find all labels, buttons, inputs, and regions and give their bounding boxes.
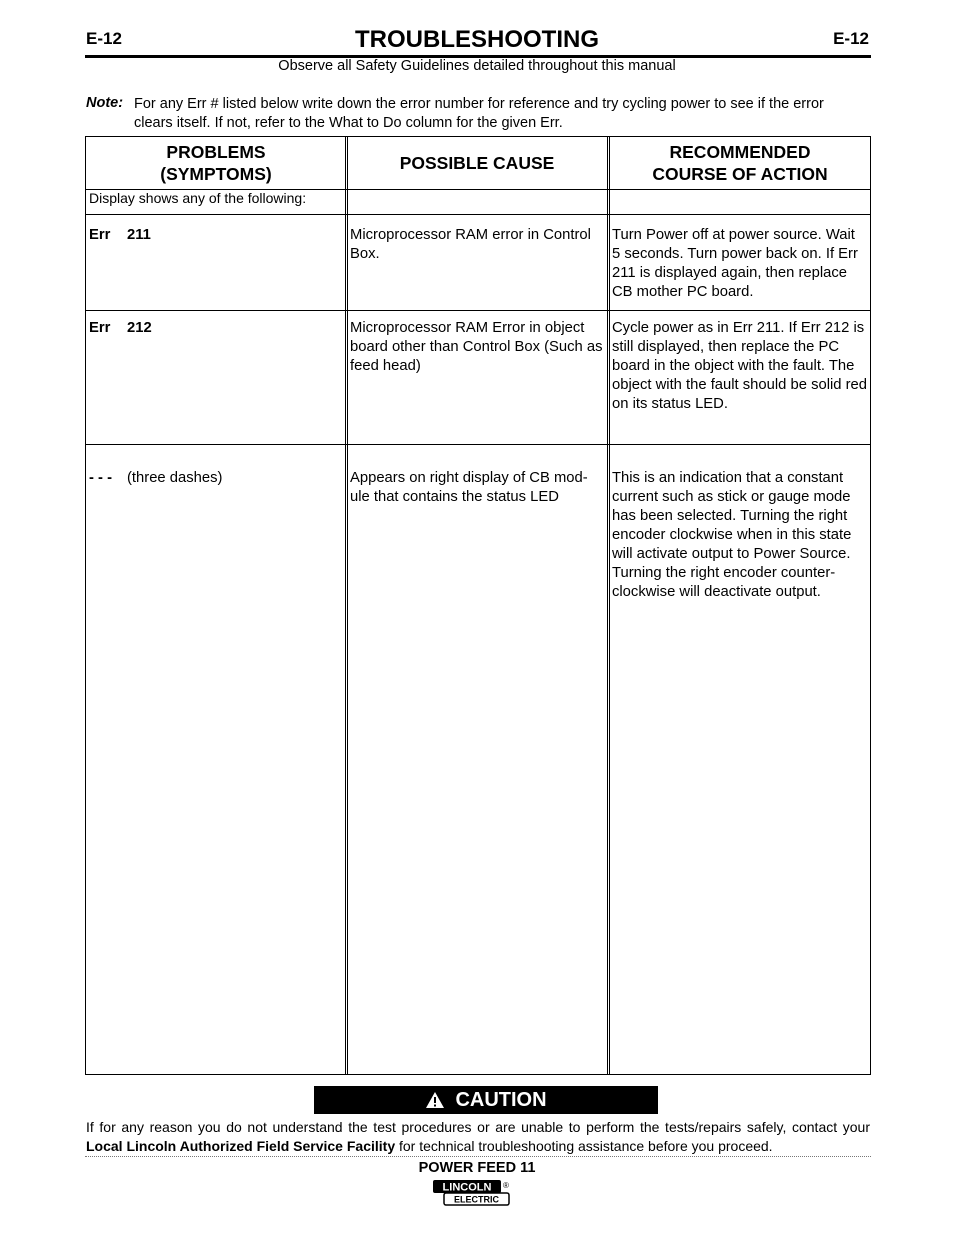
error-number: 211 (127, 227, 151, 243)
header-cause (348, 137, 606, 189)
page-number-right: E-12 (833, 29, 869, 48)
table-intro: Display shows any of the following: (89, 190, 307, 206)
logo-registered-mark: ® (503, 1181, 509, 1190)
header-cause-label: POSSIBLE CAUSE (399, 153, 555, 173)
column-divider (345, 137, 348, 1074)
error-code: Err (89, 227, 111, 243)
error-number: 212 (127, 320, 152, 336)
cause-text: Microprocessor RAM Error in object board other than Control Box (Such as feed head) (350, 320, 603, 374)
row-divider (86, 214, 870, 215)
product-name: POWER FEED 11 (418, 1160, 536, 1176)
footer-divider (85, 1156, 871, 1157)
header-problems (86, 137, 346, 189)
lincoln-electric-logo (432, 1179, 512, 1212)
caution-text-part2: for technical troubleshooting assistance before you proceed. (395, 1138, 773, 1154)
error-code: - - - (89, 470, 113, 486)
cause-text: Microprocessor RAM error in Control Box. (350, 227, 591, 262)
troubleshooting-table (85, 136, 871, 1075)
row-divider (86, 310, 870, 311)
caution-text-bold: Local Lincoln Authorized Field Service Facility (86, 1138, 396, 1154)
error-code: Err (89, 320, 111, 336)
action-text: This is an indication that a constant current such as stick or gauge mode has been selected. Turning the right encoder clockwise when in this state will activate output to Power Source. Turning the right encoder counter-clockwise will deactivate output. (612, 470, 852, 600)
note-text: For any Err # listed below write down the error number for reference and try cycling power to see if the error clears itself. If not, refer to the What to Do column for the given Err. (134, 96, 824, 131)
logo-bottom-text: ELECTRIC (454, 1194, 499, 1205)
action-text: Turn Power off at power source. Wait 5 seconds. Turn power back on. If Err 211 is displayed again, then replace CB mother PC board. (612, 227, 858, 300)
caution-banner (314, 1086, 658, 1114)
error-description: (three dashes) (127, 470, 223, 486)
header-action (610, 137, 870, 189)
caution-label: CAUTION (455, 1088, 547, 1111)
warning-triangle-icon (425, 1091, 445, 1109)
caution-text-part1: If for any reason you do not understand the test procedures or are unable to perform the tests/repairs safely, contact your (86, 1119, 870, 1135)
page-number-left: E-12 (86, 29, 122, 48)
header-action-line2: COURSE OF ACTION (652, 164, 828, 184)
header-action-line1: RECOMMENDED (669, 142, 811, 162)
note-label: Note: (86, 95, 124, 111)
cause-text: Appears on right display of CB mod-ule that contains the status LED (350, 470, 588, 505)
caution-text (86, 1118, 870, 1156)
header-problems-line1: PROBLEMS (166, 142, 266, 162)
page-title: TROUBLESHOOTING (355, 26, 599, 53)
safety-notice: Observe all Safety Guidelines detailed throughout this manual (278, 58, 676, 74)
action-text: Cycle power as in Err 211. If Err 212 is still displayed, then replace the PC board in the object with the fault. The object with the fault should be solid red on its status LED. (612, 320, 867, 412)
row-divider (86, 444, 870, 445)
column-divider (607, 137, 610, 1074)
header-problems-line2: (SYMPTOMS) (160, 164, 272, 184)
logo-top-text: LINCOLN (442, 1181, 492, 1194)
